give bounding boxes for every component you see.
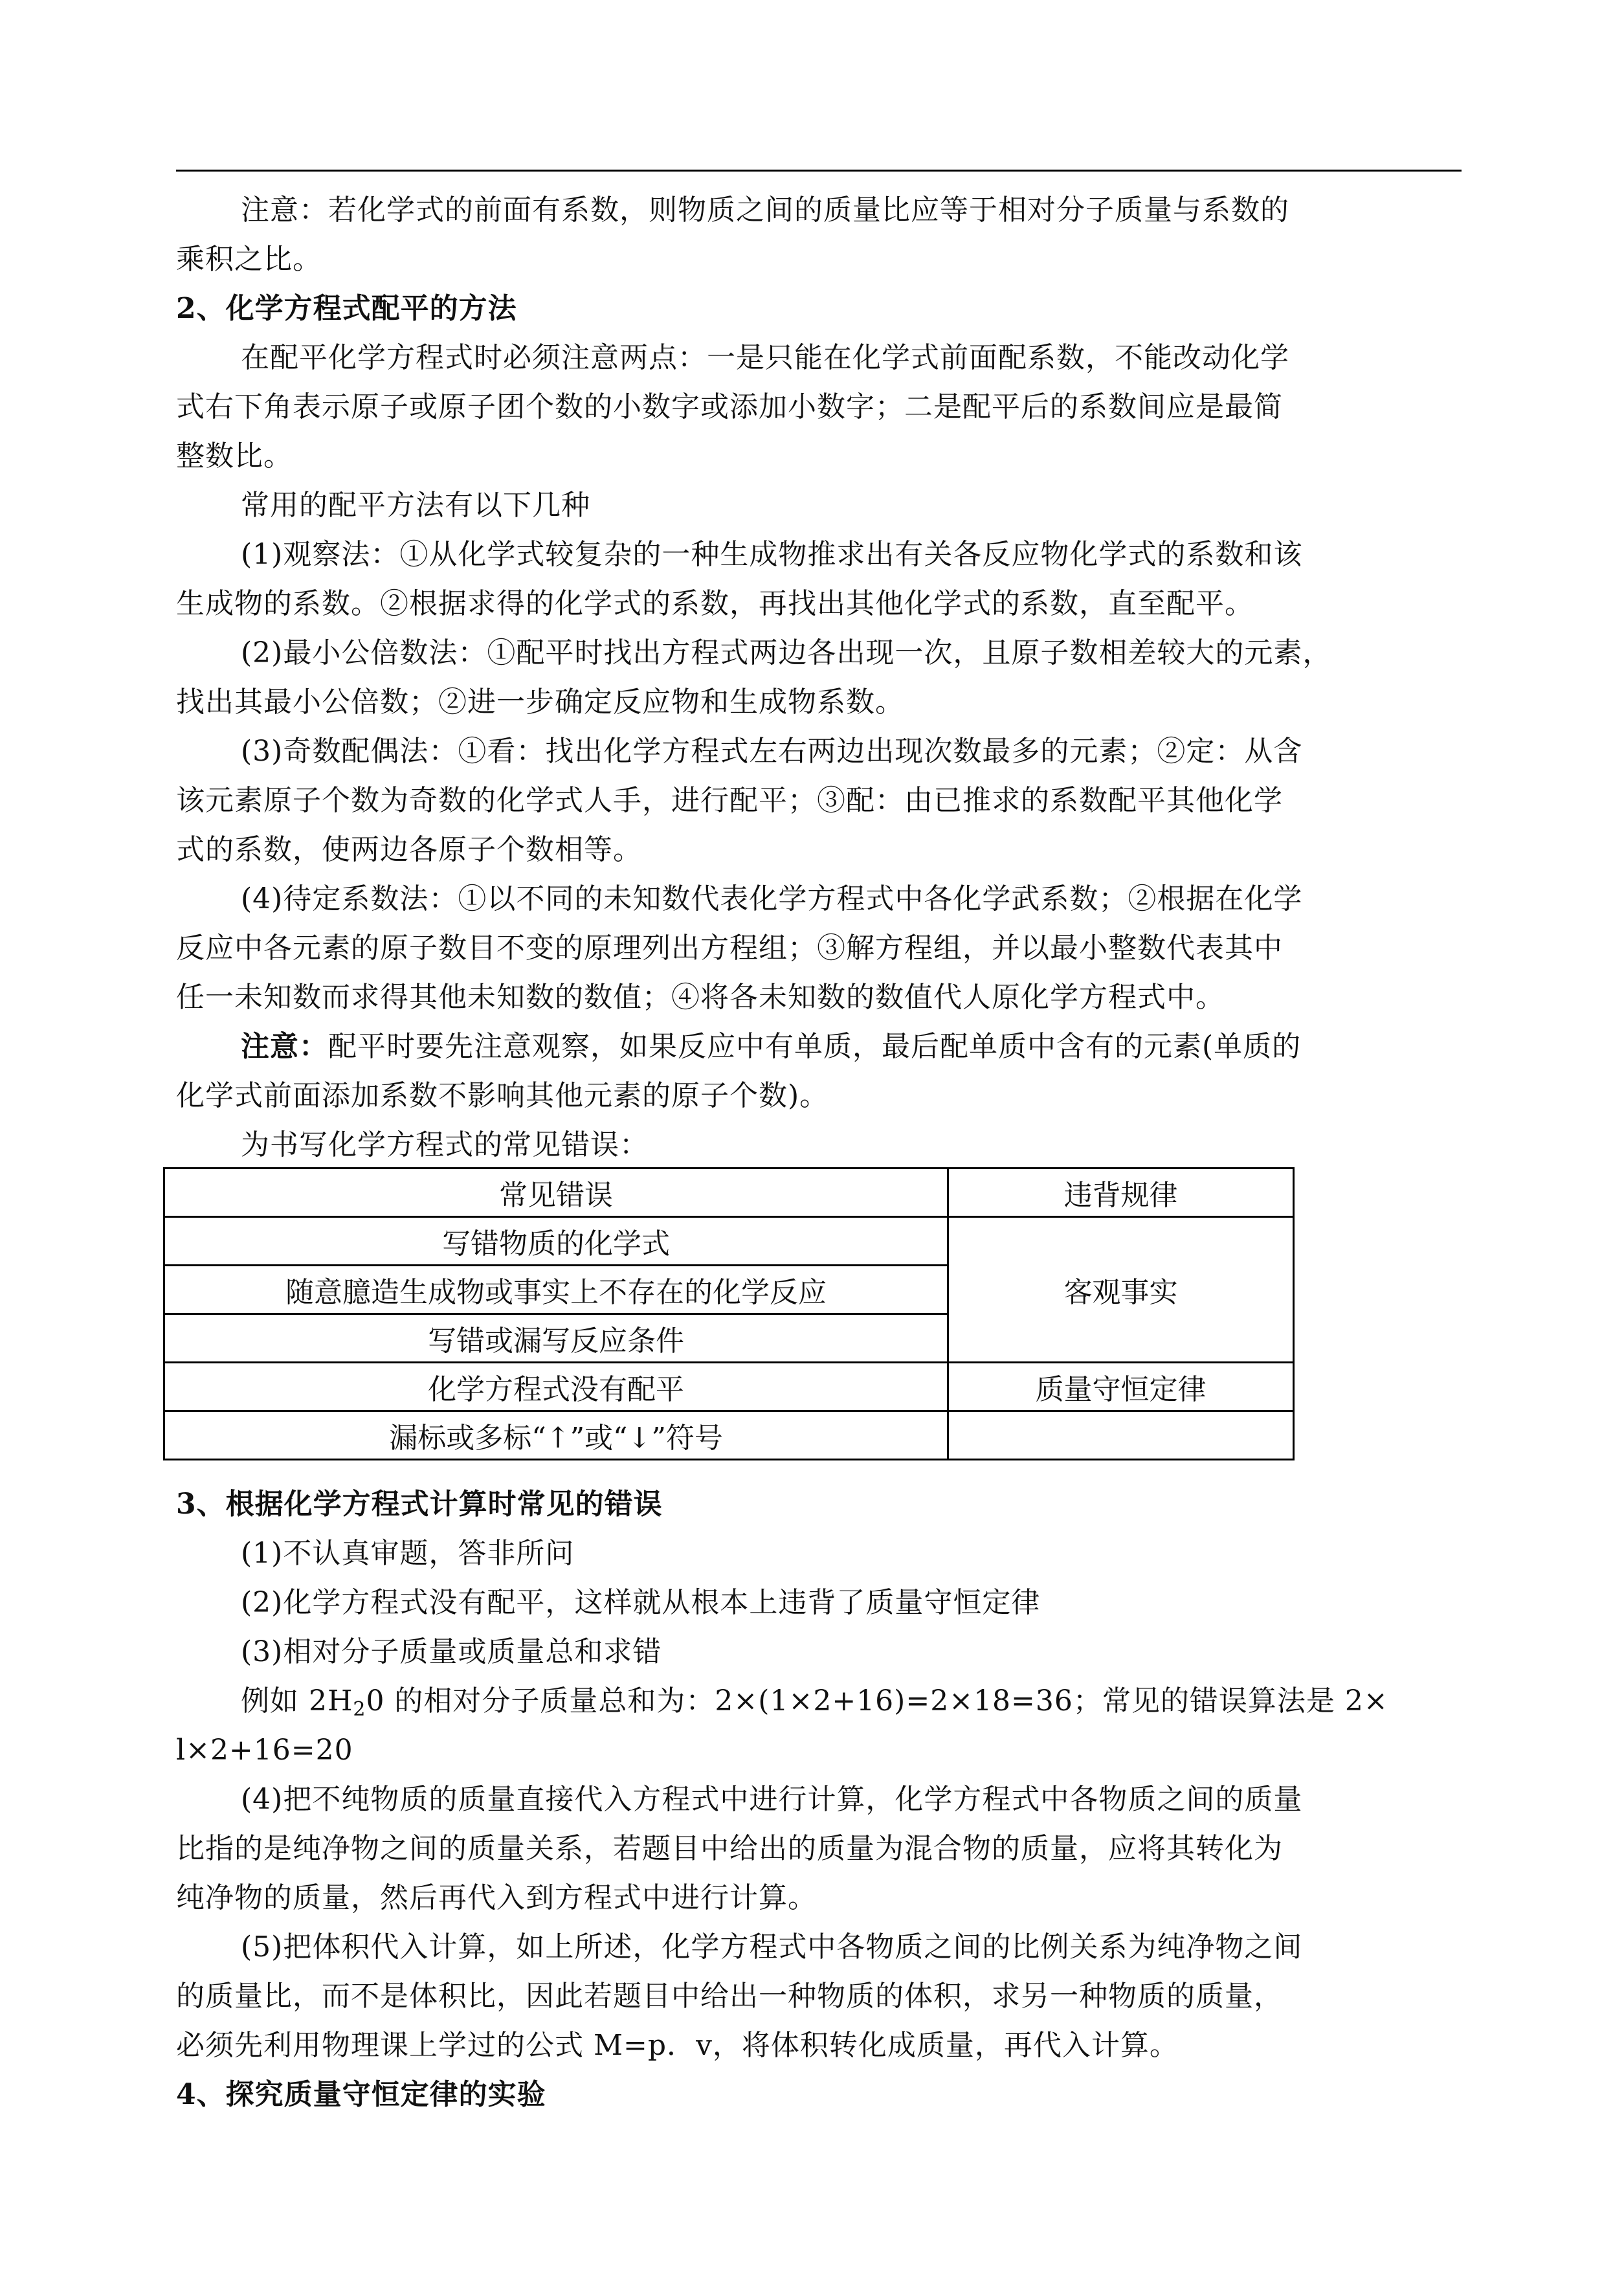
method-3-line-2: 该元素原子个数为奇数的化学式人手，进行配平；③配：由已推求的系数配平其他化学: [176, 784, 1283, 817]
intro-line-1: 在配平化学方程式时必须注意两点：一是只能在化学式前面配系数，不能改动化学: [241, 341, 1289, 374]
section-2-heading: 2、化学方程式配平的方法: [176, 292, 517, 325]
error-3: (3)相对分子质量或质量总和求错: [241, 1635, 662, 1668]
error-1: (1)不认真审题，答非所问: [241, 1537, 575, 1570]
example-text-a: 例如 2H: [241, 1684, 353, 1717]
balance-note-line-1: [241, 1022, 1301, 1071]
method-3-line-3: 式的系数，使两边各原子个数相等。: [176, 833, 642, 866]
table-cell-error: 随意臆造生成物或事实上不存在的化学反应: [164, 1266, 948, 1314]
table-row: [164, 1411, 1294, 1460]
table-cell-law: 质量守恒定律: [948, 1363, 1294, 1411]
note-line-1: 注意：若化学式的前面有系数，则物质之间的质量比应等于相对分子质量与系数的: [241, 194, 1289, 227]
method-2-line-1: (2)最小公倍数法：①配平时找出方程式两边各出现一次，且原子数相差较大的元素，: [241, 636, 1332, 669]
header-rule: [176, 170, 1462, 172]
method-4-line-3: 任一未知数而求得其他未知数的数值；④将各未知数的数值代人原化学方程式中。: [176, 981, 1225, 1014]
method-2-line-2: 找出其最小公倍数；②进一步确定反应物和生成物系数。: [176, 686, 904, 719]
section-3-heading: 3、根据化学方程式计算时常见的错误: [176, 1488, 663, 1521]
note-text: 配平时要先注意观察，如果反应中有单质，最后配单质中含有的元素(单质的: [328, 1030, 1302, 1063]
error-5-line-3: 必须先利用物理课上学过的公式 M=p．v，将体积转化成质量，再代入计算。: [176, 2029, 1179, 2062]
intro-line-3: 整数比。: [176, 440, 293, 473]
error-4-line-3: 纯净物的质量，然后再代入到方程式中进行计算。: [176, 1881, 817, 1914]
method-1-line-1: (1)观察法：①从化学式较复杂的一种生成物推求出有关各反应物化学式的系数和该: [241, 538, 1303, 571]
method-3-line-1: (3)奇数配偶法：①看：找出化学方程式左右两边出现次数最多的元素；②定：从含: [241, 735, 1303, 768]
example-line-1: [241, 1677, 1388, 1726]
error-4-line-1: (4)把不纯物质的质量直接代入方程式中进行计算，化学方程式中各物质之间的质量: [241, 1783, 1303, 1816]
note-label: 注意：: [241, 1030, 328, 1063]
common-errors-table: [163, 1167, 1295, 1460]
error-5-line-2: 的质量比，而不是体积比，因此若题目中给出一种物质的体积，求另一种物质的质量，: [176, 1980, 1283, 2013]
table-row: [164, 1363, 1294, 1411]
note-line-2: 乘积之比。: [176, 243, 322, 276]
table-cell-law: 客观事实: [948, 1217, 1294, 1363]
error-2: (2)化学方程式没有配平，这样就从根本上违背了质量守恒定律: [241, 1586, 1041, 1619]
error-5-line-1: (5)把体积代入计算，如上所述，化学方程式中各物质之间的比例关系为纯净物之间: [241, 1930, 1303, 1963]
table-cell-error: 漏标或多标“↑”或“↓”符号: [164, 1411, 948, 1460]
methods-intro: 常用的配平方法有以下几种: [241, 489, 590, 522]
intro-line-2: 式右下角表示原子或原子团个数的小数字或添加小数字；二是配平后的系数间应是最简: [176, 390, 1283, 423]
example-line-2: l×2+16=20: [176, 1734, 353, 1767]
table-intro: 为书写化学方程式的常见错误：: [241, 1128, 649, 1161]
method-4-line-1: (4)待定系数法：①以不同的未知数代表化学方程式中各化学武系数；②根据在化学: [241, 882, 1303, 915]
method-1-line-2: 生成物的系数。②根据求得的化学式的系数，再找出其他化学式的系数，直至配平。: [176, 587, 1254, 620]
table-header-law: 违背规律: [948, 1169, 1294, 1217]
section-4-heading: 4、探究质量守恒定律的实验: [176, 2078, 546, 2111]
error-4-line-2: 比指的是纯净物之间的质量关系，若题目中给出的质量为混合物的质量，应将其转化为: [176, 1832, 1283, 1865]
table-header-error: 常见错误: [164, 1169, 948, 1217]
table-cell-error: 化学方程式没有配平: [164, 1363, 948, 1411]
table-header-row: [164, 1169, 1294, 1217]
table-cell-law: [948, 1411, 1294, 1460]
table-row: [164, 1217, 1294, 1266]
example-subscript: 2: [353, 1698, 366, 1721]
table-cell-error: 写错物质的化学式: [164, 1217, 948, 1266]
example-text-b: 0 的相对分子质量总和为：2×(1×2+16)=2×18=36；常见的错误算法是 2×: [366, 1684, 1388, 1717]
balance-note-line-2: 化学式前面添加系数不影响其他元素的原子个数)。: [176, 1079, 829, 1112]
method-4-line-2: 反应中各元素的原子数目不变的原理列出方程组；③解方程组，并以最小整数代表其中: [176, 932, 1283, 965]
table-cell-error: 写错或漏写反应条件: [164, 1314, 948, 1363]
